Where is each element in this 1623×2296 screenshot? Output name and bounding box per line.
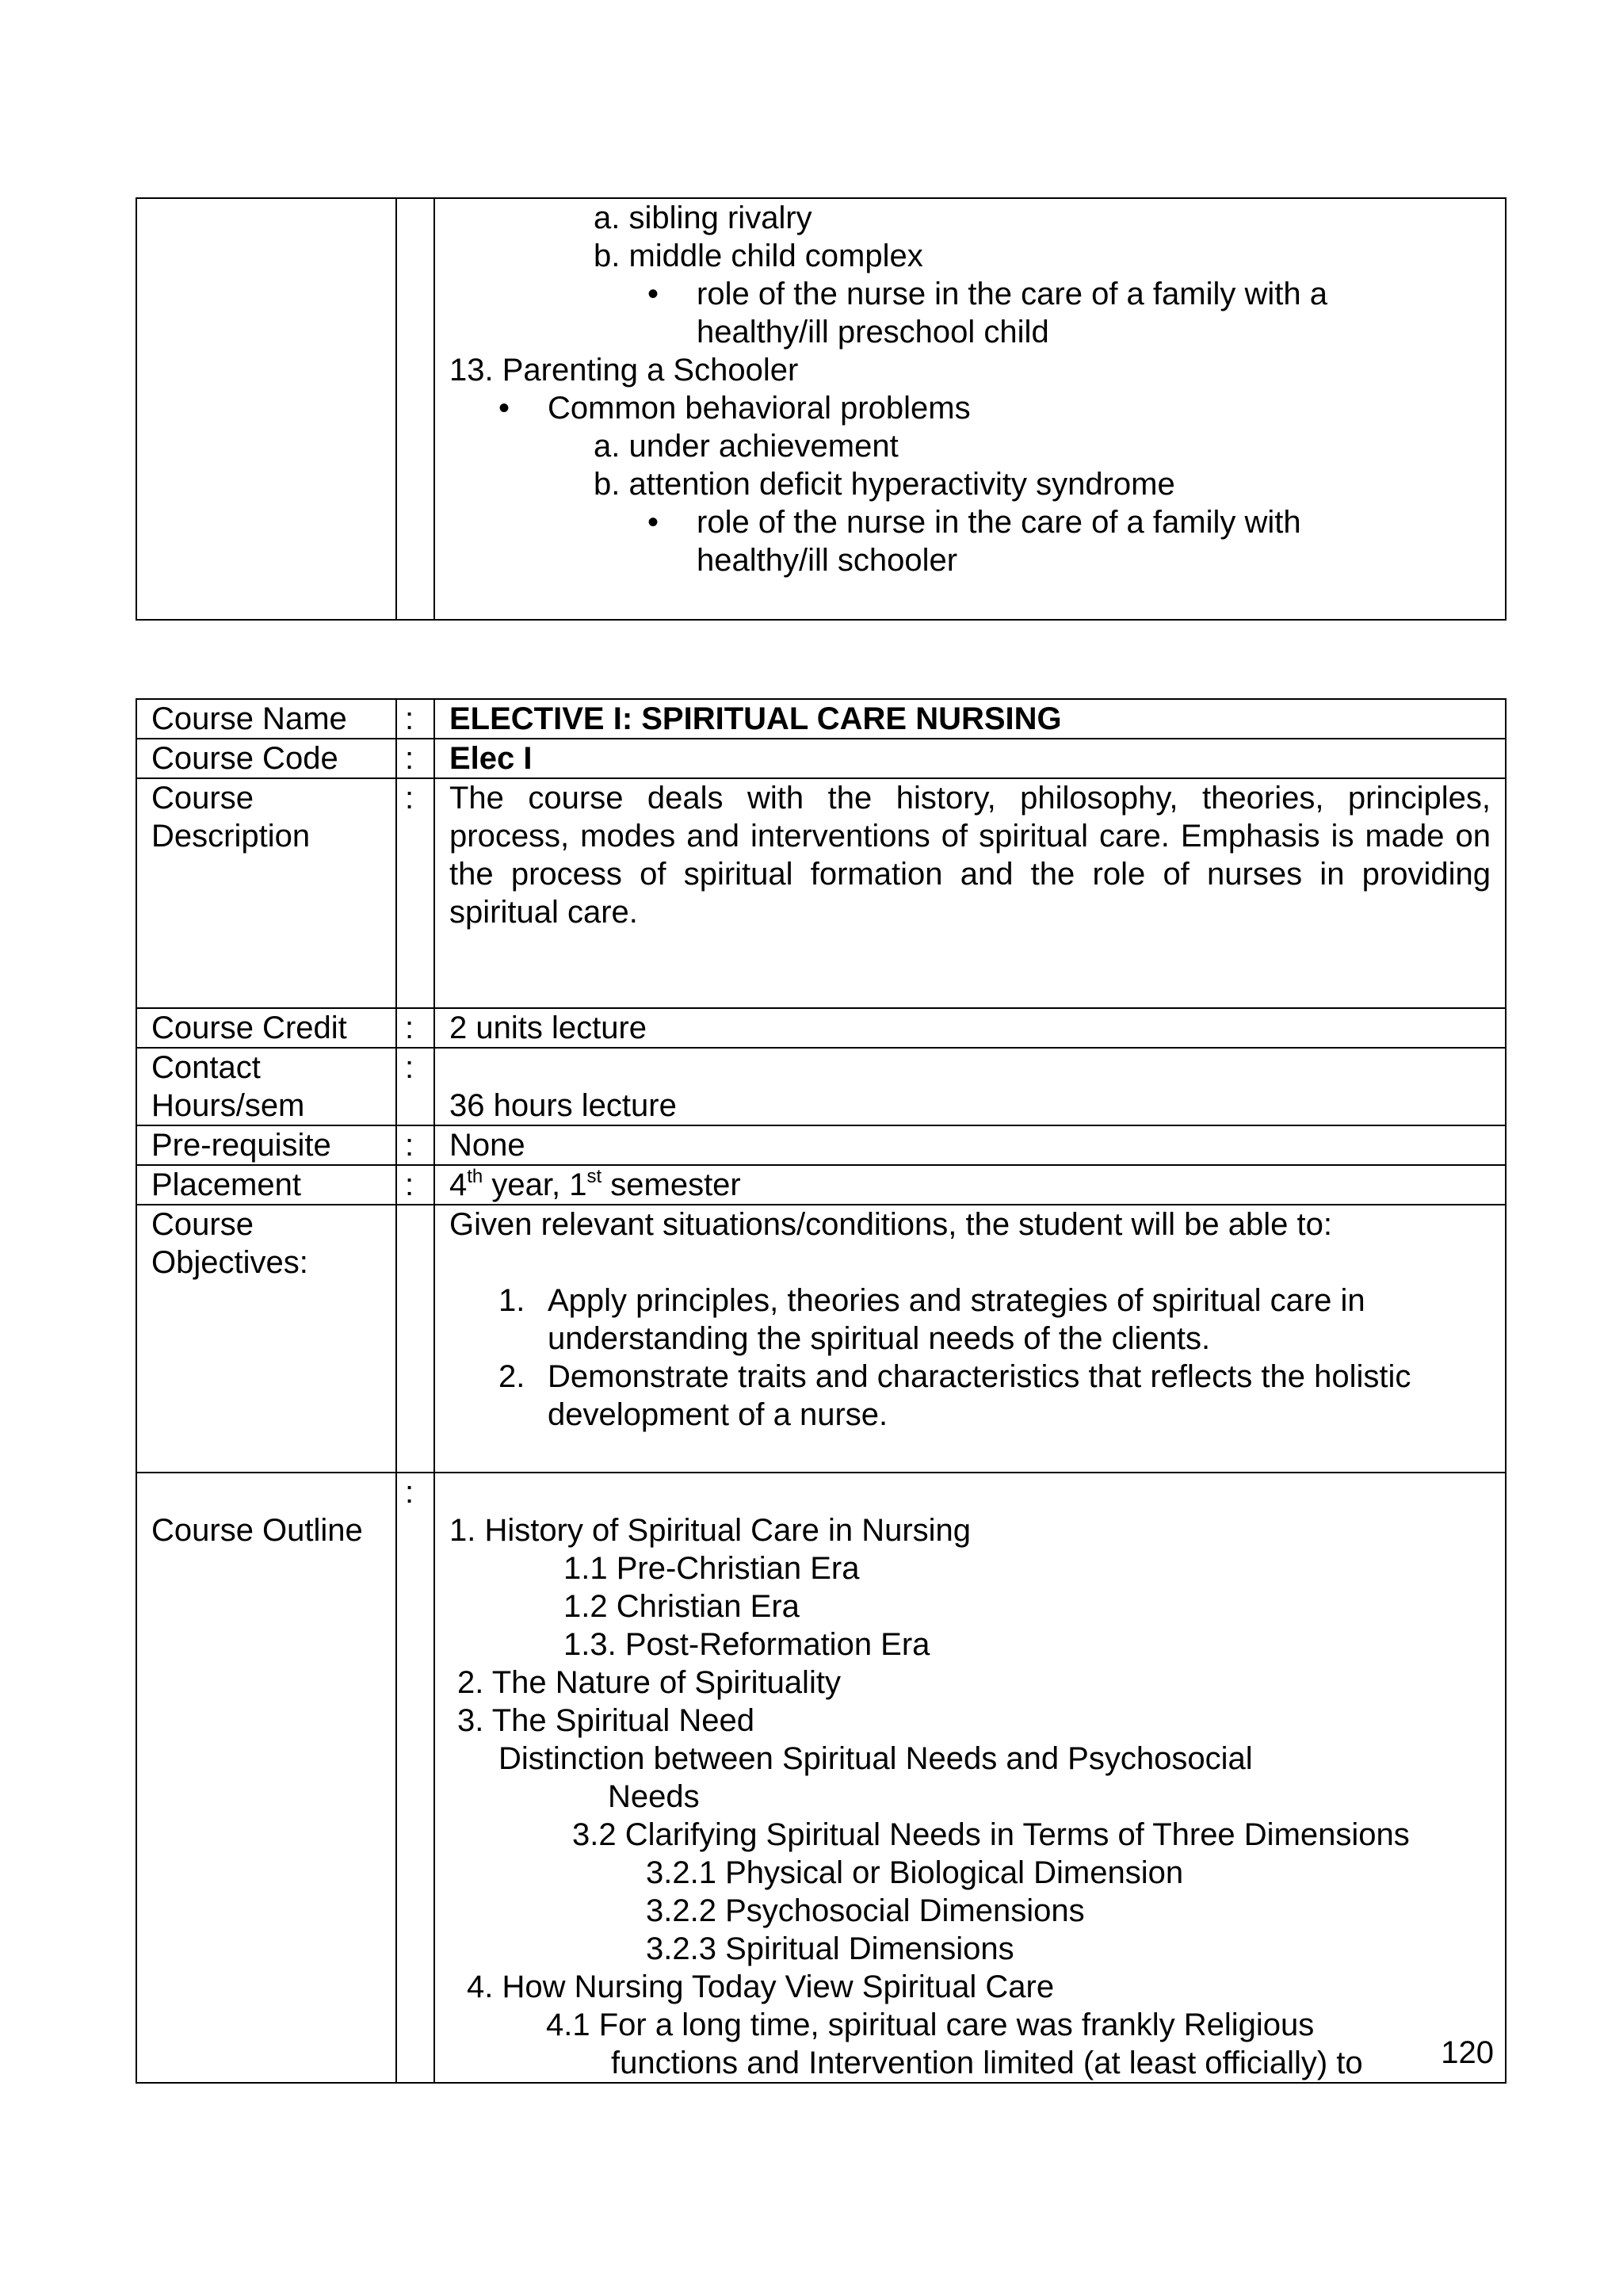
bullet-icon: • bbox=[647, 277, 659, 311]
course-code: Elec I bbox=[434, 739, 1506, 778]
prerequisite: None bbox=[434, 1125, 1506, 1165]
field-label: Course Credit bbox=[136, 1008, 396, 1048]
continuation-table bbox=[136, 197, 1507, 621]
bullet-icon: • bbox=[647, 505, 659, 540]
list-item: 1. History of Spiritual Care in Nursing bbox=[449, 1513, 972, 1548]
list-item: • role of the nurse in the care of a family with a bbox=[647, 277, 1327, 311]
colon: : bbox=[396, 1048, 434, 1125]
table-row bbox=[136, 1205, 1506, 1473]
colon: : bbox=[396, 1008, 434, 1048]
colon: : bbox=[396, 1165, 434, 1205]
empty-cell bbox=[396, 198, 434, 620]
colon: : bbox=[396, 739, 434, 778]
page-number: 120 bbox=[1441, 2035, 1494, 2070]
colon: : bbox=[396, 1473, 434, 2083]
field-label: Course Name bbox=[136, 699, 396, 739]
list-item: 4. How Nursing Today View Spiritual Care bbox=[467, 1969, 1055, 2004]
list-item: a. under achievement bbox=[594, 429, 899, 464]
course-description: The course deals with the history, philosophy, theories, principles, process, modes and interventions of spiritual care. Emphasis is made on the process of spiritual formation and the role of nurses in providing spiritual care. bbox=[434, 778, 1506, 1008]
list-item: 3.2 Clarifying Spiritual Needs in Terms of Three Dimensions bbox=[572, 1817, 1410, 1852]
bullet-icon: • bbox=[498, 391, 510, 426]
course-name: ELECTIVE I: SPIRITUAL CARE NURSING bbox=[434, 699, 1506, 739]
colon: : bbox=[396, 699, 434, 739]
list-item: healthy/ill schooler bbox=[697, 543, 958, 578]
field-label: Pre-requisite bbox=[136, 1125, 396, 1165]
objectives-intro: Given relevant situations/conditions, the student will be able to: bbox=[449, 1207, 1332, 1242]
course-outline bbox=[434, 1473, 1506, 2083]
colon: : bbox=[396, 1125, 434, 1165]
list-item: Distinction between Spiritual Needs and Psychosocial bbox=[498, 1741, 1253, 1776]
table-row bbox=[136, 1008, 1506, 1048]
list-item: 1.2 Christian Era bbox=[563, 1589, 800, 1624]
course-credit: 2 units lecture bbox=[434, 1008, 1506, 1048]
field-label: Course Code bbox=[136, 739, 396, 778]
table-row bbox=[136, 1125, 1506, 1165]
list-item: 13. Parenting a Schooler bbox=[449, 353, 799, 388]
table-row bbox=[136, 739, 1506, 778]
list-item: Needs bbox=[608, 1779, 700, 1814]
table-row bbox=[136, 198, 1506, 620]
list-item: healthy/ill preschool child bbox=[697, 315, 1049, 350]
list-item: b. attention deficit hyperactivity syndrome bbox=[594, 467, 1175, 502]
list-item: 3.2.3 Spiritual Dimensions bbox=[646, 1931, 1014, 1966]
list-item: b. middle child complex bbox=[594, 239, 923, 273]
course-objectives bbox=[434, 1205, 1506, 1473]
table-row bbox=[136, 778, 1506, 1008]
list-item: 4.1 For a long time, spiritual care was frankly Religious bbox=[546, 2008, 1315, 2042]
list-item: a. sibling rivalry bbox=[594, 201, 812, 235]
colon: : bbox=[396, 778, 434, 1008]
course-info-table bbox=[136, 698, 1507, 2084]
field-label: Placement bbox=[136, 1165, 396, 1205]
field-label: Contact Hours/sem bbox=[136, 1048, 396, 1125]
field-label: Course Objectives: bbox=[136, 1205, 396, 1473]
list-item: 3. The Spiritual Need bbox=[457, 1703, 755, 1738]
list-item: 1.1 Pre-Christian Era bbox=[563, 1551, 860, 1586]
empty-cell bbox=[136, 198, 396, 620]
field-label: Course Description bbox=[136, 778, 396, 1008]
table-row bbox=[136, 1048, 1506, 1125]
contact-hours: 36 hours lecture bbox=[434, 1048, 1506, 1125]
table-row bbox=[136, 699, 1506, 739]
list-item: 3.2.1 Physical or Biological Dimension bbox=[646, 1855, 1184, 1890]
list-item: 1. Apply principles, theories and strategies of spiritual care in understanding the spiritual needs of the clients. bbox=[498, 1283, 1365, 1356]
list-item: 2. The Nature of Spirituality bbox=[457, 1665, 841, 1700]
list-item: • role of the nurse in the care of a family with bbox=[647, 505, 1301, 540]
content-cell bbox=[434, 198, 1506, 620]
field-label: Course Outline bbox=[136, 1473, 396, 2083]
table-row bbox=[136, 1473, 1506, 2083]
empty-cell bbox=[396, 1205, 434, 1473]
table-row bbox=[136, 1165, 1506, 1205]
list-item: 3.2.2 Psychosocial Dimensions bbox=[646, 1893, 1085, 1928]
list-item: 2. Demonstrate traits and characteristics that reflects the holistic development of a nurse. bbox=[498, 1359, 1411, 1432]
list-item: • Common behavioral problems bbox=[498, 391, 971, 426]
list-item: 1.3. Post-Reformation Era bbox=[563, 1627, 930, 1662]
list-item: functions and Intervention limited (at least officially) to bbox=[611, 2046, 1363, 2080]
placement: 4th year, 1st semester bbox=[434, 1165, 1506, 1205]
